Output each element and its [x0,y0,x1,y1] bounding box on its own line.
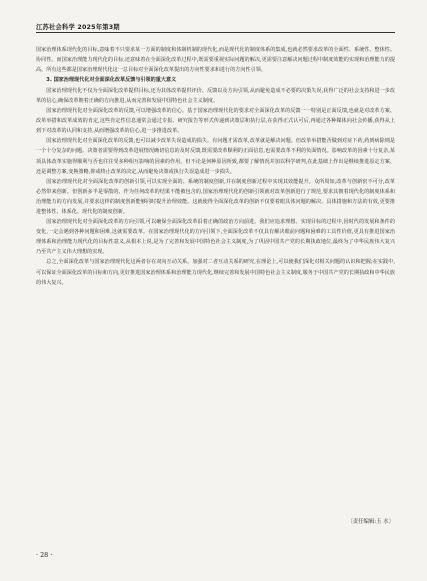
section-heading: 3. 国家治理现代化对全面深化改革反馈与引领的重大意义 [46,77,177,84]
paragraph: 国家治理现代化对全面深化改革的方向引领,可以确保全面深化改革沿着正确的政治方向前进。我们应追求理想、实现目标的过程中,因时代的发展和条件的变化,一定会遇到各种问题和困难,这就需要改革。在国家治理现代化的方向引领下,全面深化改革不仅具有解决眼前问题和困难的工具性价值,更具有推进国家治理体系和治理能力现代化的目标性意义,从根本上说,是为了完善和发展中国特色社会主义制度,为了巩固中国共产党的长期执政地位,最终为了中华民族伟大复兴乃至共产主义伟大理想的实现。 [36,219,395,256]
page-number: · 28 · [36,551,53,559]
paragraph: 国家治理现代化对全面深化改革的创新引领,可以实现全面的、系统的制度创新,并在制度创新过程中实现其效能提升。众所周知,改革与创新密不可分,改革必然带来创新。但创新多半是零散的、作为任何改革的结果不能被包含的,国家治理现代化的创新引领就对改革创新进行了规范,要求其朝着现代化的制度体系和治理能力的方向发展,并要求这样的制度创新能够同时提升治理效能。这就使得全面深化改革的创新不仅要着眼具体问题的解决、具体措施和方法的有效,更要推进整体性、体系化、现代化的制度创新。 [36,178,395,215]
header-rule [36,32,395,33]
paragraph: 国家治理现代化对全面深化改革的反馈,也可以减少改革失误造成的损失。有问题才需改革,改革就是解决问题。但改革举措能否做到对症下药,药到病除则是一个十分复杂的问题。决策者需要得到改革进展情况确切信息的及时反馈,既需要改革顺利的正面信息,也需要改革不利的负面情况。影响改革的因素十分复杂,某项具体改革实施得顺利与否也往往受多种相互影响的因素的作用。但不论是何种原因所致,都要了解情况并加以科学研判,在此基础上作出是继续推进原定方案、还是调整方案,变换策略,抑或终止改革的决定,从而避免决策或执行失误造成进一步损失。 [36,138,395,175]
editor-note: 〔责任编辑:玉 水〕 [347,519,394,525]
paragraph: 国家治理体系现代化的目标,意味着不只要求某一方面的制度和体制机制的现代化,而是现代化的制度体系的集成,也就必然要求改革的全面性、系统性、整体性、协同性。而国家治理能力现代化的目标,还意味着在全面深化改革过程中,既需要重视实际问题的解决,更需要注意解决问题过程中制度效能的实现和治理能力的提高。所有这些都是国家治理现代化这一总目标对全面深化改革提出的方向性要求和进行的方向性引领。 [36,47,395,74]
journal-title: 江苏社会科学 2025年第3期 [36,24,120,31]
article-body [36,45,395,288]
paragraph: 国家治理现代化对全面深化改革的反馈,可以增强改革的信心。基于国家治理现代化的要求对全面深化改革的反馈一一特别是正面反馈,也就是对改革方案、改革举措和改革成效的肯定,这些肯定性信息通常会通过专报、研究报告等形式传递到决策层和执行层,在获得正式认可后,再通过各种媒体向社会传播,获得从上到下对改革的认同和支持,从而增强改革的信心,进一步推进改革。 [36,108,395,135]
paragraph: 国家治理现代化不仅为全面深化改革提供目标,还为其体改革提供评价、反馈以及方向引领,从而避免造成不必要的决策失误,获得广泛的社会支持和进一步改革的信心,确保改革朝着正确的方向推进,从而完善和发展中国特色社会主义制度。 [36,87,395,104]
paragraph: 总之,全面深化改革与国家治理现代化这两者存在双向互动关系。加强对二者互动关系的研究,在理论上,可以使我们深化对相关问题的认识和把握;在实践中,可以保证全面深化改革的目标和方向,更好推进国家治理体系和治理能力现代化,继续完善和发展中国特色社会主义制度,服务于中国共产党的长期执政和中华民族的伟大复兴。 [36,259,395,286]
